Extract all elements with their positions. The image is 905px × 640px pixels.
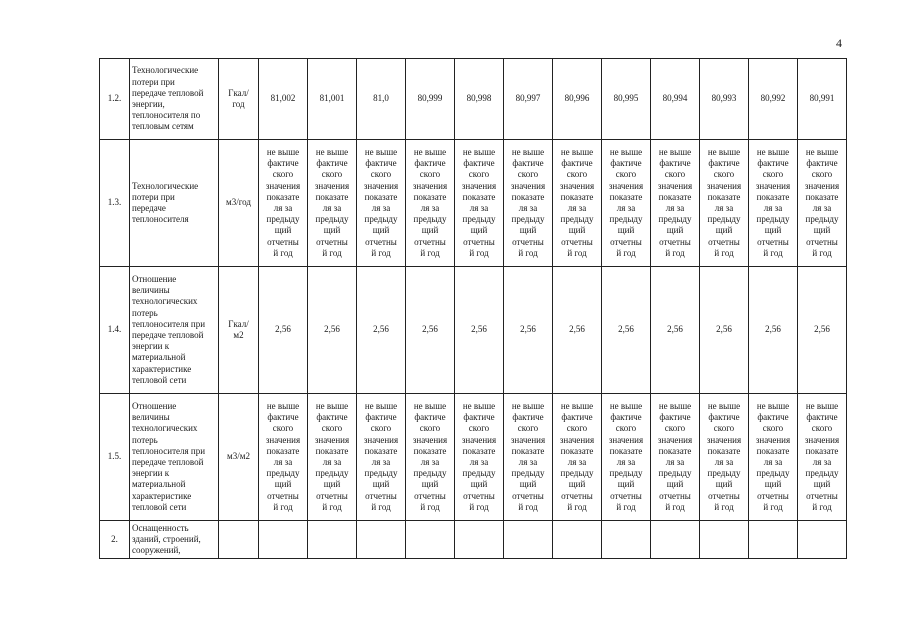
value-cell: 2,56 xyxy=(553,267,602,394)
unit-cell: Гкал/ год xyxy=(219,59,259,140)
value-cell: 2,56 xyxy=(308,267,357,394)
value-cell: 80,996 xyxy=(553,59,602,140)
row-number: 1.3. xyxy=(100,140,130,267)
value-cell: 81,002 xyxy=(259,59,308,140)
row-number: 2. xyxy=(100,521,130,559)
value-cell: не выше фактиче ского значения показате ля за предыду щий отчетны й год xyxy=(553,140,602,267)
value-cell: 80,994 xyxy=(651,59,700,140)
table-row xyxy=(100,140,847,267)
indicator-name: Отношение величины технологических потерь теплоносителя при передаче тепловой энергии к материальной характеристике тепловой сети xyxy=(130,267,219,394)
value-cell: не выше фактиче ского значения показате ля за предыду щий отчетны й год xyxy=(357,140,406,267)
value-cell: не выше фактиче ского значения показате ля за предыду щий отчетны й год xyxy=(700,140,749,267)
unit-cell: м3/год xyxy=(219,140,259,267)
value-cell: 2,56 xyxy=(259,267,308,394)
unit-cell: м3/м2 xyxy=(219,394,259,521)
value-cell: не выше фактиче ского значения показате ля за предыду щий отчетны й год xyxy=(259,140,308,267)
indicator-name: Отношение величины технологических потерь теплоносителя при передаче тепловой энергии к материальной характеристике тепловой сети xyxy=(130,394,219,521)
value-cell: 80,992 xyxy=(749,59,798,140)
indicator-name: Оснащенность зданий, строений, сооружений, xyxy=(130,521,219,559)
value-cell: 2,56 xyxy=(455,267,504,394)
value-cell xyxy=(798,521,847,559)
value-cell xyxy=(700,521,749,559)
value-cell: 2,56 xyxy=(602,267,651,394)
value-cell: не выше фактиче ского значения показате ля за предыду щий отчетны й год xyxy=(406,140,455,267)
value-cell xyxy=(308,521,357,559)
value-cell: не выше фактиче ского значения показате ля за предыду щий отчетны й год xyxy=(651,394,700,521)
value-cell xyxy=(259,521,308,559)
value-cell: 81,0 xyxy=(357,59,406,140)
value-cell: не выше фактиче ского значения показате ля за предыду щий отчетны й год xyxy=(455,394,504,521)
value-cell: 80,991 xyxy=(798,59,847,140)
value-cell: не выше фактиче ского значения показате ля за предыду щий отчетны й год xyxy=(798,140,847,267)
row-number: 1.4. xyxy=(100,267,130,394)
value-cell xyxy=(553,521,602,559)
value-cell: 2,56 xyxy=(798,267,847,394)
value-cell: не выше фактиче ского значения показате ля за предыду щий отчетны й год xyxy=(700,394,749,521)
page-number: 4 xyxy=(836,36,842,50)
value-cell: не выше фактиче ского значения показате ля за предыду щий отчетны й год xyxy=(602,140,651,267)
table-row xyxy=(100,521,847,559)
value-cell xyxy=(749,521,798,559)
value-cell: 2,56 xyxy=(700,267,749,394)
value-cell: не выше фактиче ского значения показате ля за предыду щий отчетны й год xyxy=(749,140,798,267)
value-cell: 2,56 xyxy=(749,267,798,394)
value-cell: 2,56 xyxy=(651,267,700,394)
table-row xyxy=(100,59,847,140)
indicator-name: Технологические потери при передаче тепловой энергии, теплоносителя по тепловым сетям xyxy=(130,59,219,140)
value-cell: не выше фактиче ского значения показате ля за предыду щий отчетны й год xyxy=(553,394,602,521)
indicator-name: Технологические потери при передаче теплоносителя xyxy=(130,140,219,267)
value-cell: 80,995 xyxy=(602,59,651,140)
table-row xyxy=(100,394,847,521)
unit-cell xyxy=(219,521,259,559)
value-cell: 80,997 xyxy=(504,59,553,140)
value-cell: не выше фактиче ского значения показате ля за предыду щий отчетны й год xyxy=(455,140,504,267)
value-cell xyxy=(602,521,651,559)
value-cell: 81,001 xyxy=(308,59,357,140)
value-cell: не выше фактиче ского значения показате ля за предыду щий отчетны й год xyxy=(749,394,798,521)
value-cell xyxy=(406,521,455,559)
value-cell: не выше фактиче ского значения показате ля за предыду щий отчетны й год xyxy=(357,394,406,521)
value-cell: не выше фактиче ского значения показате ля за предыду щий отчетны й год xyxy=(308,394,357,521)
value-cell: не выше фактиче ского значения показате ля за предыду щий отчетны й год xyxy=(504,140,553,267)
value-cell: 2,56 xyxy=(406,267,455,394)
row-number: 1.2. xyxy=(100,59,130,140)
value-cell: 80,998 xyxy=(455,59,504,140)
value-cell xyxy=(455,521,504,559)
value-cell: не выше фактиче ского значения показате ля за предыду щий отчетны й год xyxy=(259,394,308,521)
value-cell: не выше фактиче ского значения показате ля за предыду щий отчетны й год xyxy=(504,394,553,521)
table-row xyxy=(100,267,847,394)
value-cell: 2,56 xyxy=(504,267,553,394)
unit-cell: Гкал/ м2 xyxy=(219,267,259,394)
value-cell xyxy=(357,521,406,559)
value-cell: 80,999 xyxy=(406,59,455,140)
value-cell: 80,993 xyxy=(700,59,749,140)
value-cell: не выше фактиче ского значения показате ля за предыду щий отчетны й год xyxy=(308,140,357,267)
value-cell: не выше фактиче ского значения показате ля за предыду щий отчетны й год xyxy=(602,394,651,521)
value-cell xyxy=(651,521,700,559)
row-number: 1.5. xyxy=(100,394,130,521)
value-cell: 2,56 xyxy=(357,267,406,394)
value-cell xyxy=(504,521,553,559)
value-cell: не выше фактиче ского значения показате ля за предыду щий отчетны й год xyxy=(651,140,700,267)
indicators-table xyxy=(99,58,847,559)
value-cell: не выше фактиче ского значения показате ля за предыду щий отчетны й год xyxy=(406,394,455,521)
value-cell: не выше фактиче ского значения показате ля за предыду щий отчетны й год xyxy=(798,394,847,521)
